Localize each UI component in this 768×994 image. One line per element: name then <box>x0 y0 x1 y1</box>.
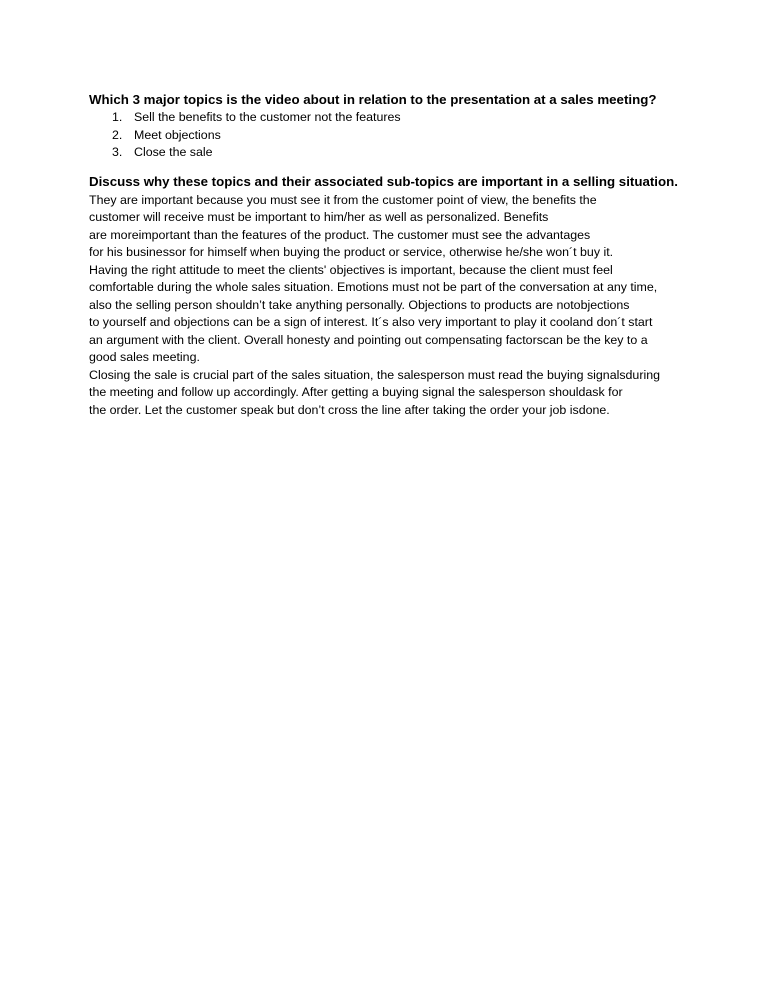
list-item-number: 1. <box>112 110 123 124</box>
list-item-text: Meet objections <box>134 127 221 142</box>
document-content <box>89 91 689 419</box>
answer-line: an argument with the client. Overall honesty and pointing out compensating factorscan be the key to a <box>89 332 648 347</box>
list-item <box>89 109 689 127</box>
topics-list <box>89 109 689 162</box>
list-item <box>89 127 689 145</box>
answer-line: customer will receive must be important to him/her as well as personalized. Benefits <box>89 210 549 224</box>
question-2-heading: Discuss why these topics and their associated sub-topics are important in a selling situation. <box>89 173 678 189</box>
answer-line: Having the right attitude to meet the clients' objectives is important, because the client must feel <box>89 262 613 277</box>
answer-line: for his businessor for himself when buying the product or service, otherwise he/she won´t buy it. <box>89 245 614 259</box>
list-item <box>89 144 689 162</box>
answer-line: also the selling person shouldn’t take anything personally. Objections to products are notobjections <box>89 297 630 312</box>
answer-line: to yourself and objections can be a sign of interest. It´s also very important to play it cooland don´t start <box>89 315 653 329</box>
list-item-text: Sell the benefits to the customer not the features <box>134 110 401 124</box>
answer-line: They are important because you must see it from the customer point of view, the benefits the <box>89 192 597 207</box>
answer-line: are moreimportant than the features of the product. The customer must see the advantages <box>89 227 591 242</box>
answer-paragraph <box>89 192 689 420</box>
answer-line: the meeting and follow up accordingly. After getting a buying signal the salesperson shouldask for <box>89 385 623 399</box>
answer-line: the order. Let the customer speak but don’t cross the line after taking the order your job isdone. <box>89 402 610 417</box>
list-item-number: 2. <box>112 127 123 142</box>
list-item-number: 3. <box>112 145 123 159</box>
answer-line: good sales meeting. <box>89 350 200 364</box>
list-item-text: Close the sale <box>134 145 213 159</box>
question-1-heading: Which 3 major topics is the video about in relation to the presentation at a sales meeting? <box>89 92 657 107</box>
answer-line: comfortable during the whole sales situation. Emotions must not be part of the conversation at any time, <box>89 280 658 294</box>
answer-line: Closing the sale is crucial part of the sales situation, the salesperson must read the buying signalsduring <box>89 367 660 382</box>
